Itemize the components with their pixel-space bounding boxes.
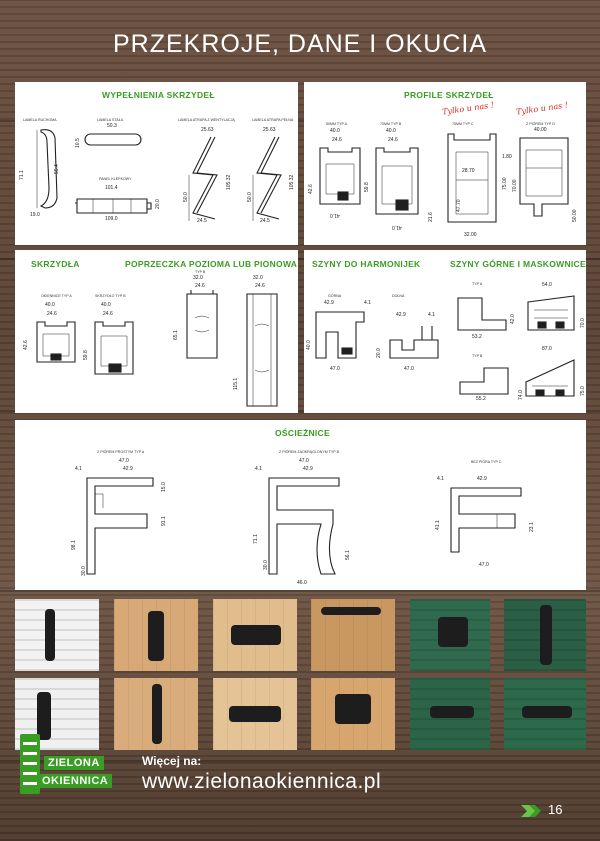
dim: 42.9 <box>477 476 487 482</box>
dim: 40.0 <box>101 302 111 308</box>
profile-typ-b <box>372 144 426 222</box>
dim: 40.0 <box>330 128 340 134</box>
promo-badge: Tylko u nas ! <box>441 100 495 117</box>
dim: 50.0 <box>183 192 189 202</box>
panel-szyny <box>304 250 586 413</box>
section-title: SZYNY GÓRNE I MASKOWNICE <box>450 259 586 269</box>
label-dolna: DOLNA <box>392 294 405 298</box>
dim: 30.0 <box>81 566 87 576</box>
profile-poprzeczka-b <box>241 290 285 410</box>
dim: 56.1 <box>345 550 351 560</box>
profile-lamela-atrapa-wentylacja <box>187 135 221 225</box>
dim: 47.0 <box>404 366 414 372</box>
dim: 24.6 <box>388 137 398 143</box>
dim: 71.1 <box>19 170 25 180</box>
more-label: Więcej na: <box>142 754 202 768</box>
hardware-piece <box>229 706 281 722</box>
section-title: OŚCIEŻNICE <box>275 428 330 438</box>
dim: 4.1 <box>437 476 444 482</box>
label-typ-b: 70MM TYP B <box>380 122 402 126</box>
dim: 47.0 <box>299 458 309 464</box>
profile-lamela-ruchoma <box>35 128 65 210</box>
hardware-piece <box>522 706 572 718</box>
dim: 40.00 <box>534 127 547 133</box>
label-lamela-stala: LAMELA STAŁA <box>97 118 124 122</box>
dim: 32.0 <box>193 275 203 281</box>
photo-hook-latch <box>15 599 99 671</box>
label-lamela-atrapa-pelna: LAMELA ATRAPA PEŁNA <box>252 118 294 122</box>
label-oscieznica-typ-c: BEZ PIÓRA TYP C <box>471 460 502 464</box>
label-oscieznica-typ-a: Z PIÓREM PROSTYM TYP A <box>97 450 145 454</box>
dim: 115.1 <box>233 377 239 390</box>
dim: 32.00 <box>464 232 477 238</box>
dim: 98.1 <box>71 540 77 550</box>
dim: 71.1 <box>253 534 259 544</box>
dim: 15.0 <box>161 482 167 492</box>
profile-lamela-stala <box>83 132 145 148</box>
page-title: PRZEKROJE, DANE I OKUCIA <box>112 30 488 58</box>
dim: 24.6 <box>332 137 342 143</box>
dim: 101.4 <box>105 185 118 191</box>
profile-okiennice-typ-a <box>33 318 83 368</box>
label-skrzydlo: SKRZYDŁO TYP B <box>95 294 126 298</box>
dim: 50.00 <box>572 209 578 222</box>
logo-shutter-icon <box>20 734 40 794</box>
label-szyna-typ-b: TYP B <box>472 354 483 358</box>
label-gorna: GÓRNA <box>328 294 342 298</box>
dim: 24.6 <box>103 311 113 317</box>
dim: 4.1 <box>428 312 435 318</box>
logo-line1: ZIELONA <box>44 756 104 770</box>
section-title: SKRZYDŁA <box>31 259 80 269</box>
dim: 23.1 <box>529 522 535 532</box>
dim: 65.1 <box>173 330 179 340</box>
dim: 28.70 <box>462 168 475 174</box>
label-lamela-atrapa-wentylacja: LAMELA ATRAPA Z WENTYLACJĄ <box>178 118 235 122</box>
dim: 42.0 <box>510 314 516 324</box>
dim: 46.0 <box>297 580 307 586</box>
dim: 47.70 <box>456 199 462 212</box>
dim: 55.2 <box>476 396 486 402</box>
profile-panel-klepkowy <box>73 193 153 217</box>
dim: 4.1 <box>255 466 262 472</box>
dim: 4.1 <box>75 466 82 472</box>
dim: 41.0 <box>330 212 340 218</box>
dim: 10.5 <box>75 138 81 148</box>
section-title: PROFILE SKRZYDEŁ <box>404 90 494 100</box>
panel-profile-skrzydel <box>304 82 586 245</box>
label-typ-a: 50MM TYP A <box>326 122 348 126</box>
dim: 24.5 <box>260 218 270 224</box>
photo-butterfly-hinge <box>213 678 297 750</box>
hardware-piece <box>321 607 381 615</box>
profile-oscieznica-typ-a <box>83 474 159 578</box>
dim: 59.8 <box>83 350 89 360</box>
dim: 109.0 <box>105 216 118 222</box>
label-typ-c: 75MM TYP C <box>452 122 474 126</box>
dim: 42.9 <box>396 312 406 318</box>
hardware-piece <box>152 684 162 744</box>
dim: 47.0 <box>119 458 129 464</box>
dim: 50.3 <box>107 123 117 129</box>
dim: 20.0 <box>155 199 161 209</box>
dim: 47.0 <box>479 562 489 568</box>
profile-szyna-gorna <box>312 308 368 364</box>
hardware-piece <box>540 605 552 665</box>
profile-poprzeczka-a <box>181 290 225 364</box>
photo-green-bolt <box>410 678 490 750</box>
panel-skrzydla <box>15 250 298 413</box>
dim: 105.32 <box>289 174 295 190</box>
profile-lamela-atrapa-pelna <box>251 135 285 225</box>
profile-oscieznica-typ-c <box>447 484 527 558</box>
dim: 25.63 <box>263 127 276 133</box>
hardware-piece <box>148 611 164 661</box>
panel-oscieznice <box>15 420 586 590</box>
section-title: SZYNY DO HARMONIJEK <box>312 259 421 269</box>
dim: 40.0 <box>45 302 55 308</box>
hardware-piece <box>45 609 55 661</box>
photo-corner-bracket <box>311 599 395 671</box>
dim: 91.1 <box>161 516 167 526</box>
dim: 42.9 <box>324 300 334 306</box>
profile-oscieznica-typ-b <box>265 474 345 578</box>
label-typ-d: Z PIÓREM TYP D <box>526 122 555 126</box>
label-poprzeczka-typ-b: TYP B <box>195 270 206 274</box>
dim: 25.63 <box>201 127 214 133</box>
promo-badge: Tylko u nas ! <box>515 100 569 117</box>
label-lamela-ruchoma: LAMELA RUCHOMA <box>23 118 57 122</box>
photo-green-hinge <box>504 599 586 671</box>
logo-line2: OKIENNICA <box>38 774 112 788</box>
page-number: 16 <box>548 802 563 817</box>
dim: 41.1 <box>435 520 441 530</box>
dim: 40.0 <box>306 340 312 350</box>
dim: 24.5 <box>197 218 207 224</box>
dim: 87.0 <box>542 346 552 352</box>
hardware-piece <box>335 694 371 724</box>
profile-typ-d <box>516 134 576 224</box>
dim: 59.8 <box>364 182 370 192</box>
dim: 42.6 <box>23 340 29 350</box>
section-title: POPRZECZKA POZIOMA LUB PIONOWA <box>125 259 298 269</box>
label-szyna-typ-a: TYP A <box>472 282 483 286</box>
website-link[interactable]: www.zielonaokiennica.pl <box>142 770 382 793</box>
dim: 42.9 <box>123 466 133 472</box>
dim: 55.4 <box>54 164 60 174</box>
dim: 32.0 <box>253 275 263 281</box>
dim: 75.00 <box>502 177 508 190</box>
photo-hinge-wood-1 <box>114 599 198 671</box>
profile-maskownica-b <box>522 354 580 402</box>
label-panel-klepkowy: PANEL KLEPKOWY <box>99 177 132 181</box>
next-arrow-icon <box>521 804 545 822</box>
profile-maskownica-a <box>524 290 580 336</box>
dim: 24.6 <box>47 311 57 317</box>
dim: 1.80 <box>502 154 512 160</box>
dim: 21.6 <box>428 212 434 222</box>
dim: 54.0 <box>542 282 552 288</box>
dim: 41.0 <box>392 224 402 230</box>
dim: 42.6 <box>308 184 314 194</box>
dim: 4.1 <box>364 300 371 306</box>
dim: 53.2 <box>472 334 482 340</box>
dim: 70.00 <box>512 179 518 192</box>
photo-hinge-wood-2 <box>213 599 297 671</box>
dim: 42.9 <box>303 466 313 472</box>
dim: 105.32 <box>226 174 232 190</box>
dim: 75.0 <box>580 386 586 396</box>
dim: 24.6 <box>195 283 205 289</box>
dim: 50.0 <box>247 192 253 202</box>
profile-skrzydlo-typ-b <box>91 318 141 380</box>
label-okiennice: OKIENNICE TYP A <box>41 294 72 298</box>
profile-typ-a <box>316 144 366 210</box>
profile-szyna-dolna <box>386 320 442 364</box>
profile-szyna-typ-b <box>454 360 514 400</box>
dim: 20.0 <box>376 348 382 358</box>
profile-typ-c <box>444 130 502 230</box>
plank-line <box>0 590 600 592</box>
photo-hand-turn-button <box>311 678 395 750</box>
hardware-piece <box>231 625 281 645</box>
hardware-piece <box>438 617 468 647</box>
section-title: WYPEŁNIENIA SKRZYDEŁ <box>102 90 215 100</box>
hardware-piece <box>430 706 474 718</box>
dim: 19.0 <box>30 212 40 218</box>
panel-wypelnienia <box>15 82 298 245</box>
photo-green-latch <box>410 599 490 671</box>
label-oscieznica-typ-b: Z PIÓREM ZAOKRĄGLONYM TYP B <box>279 450 339 454</box>
dim: 40.0 <box>386 128 396 134</box>
photo-green-strap <box>504 678 586 750</box>
profile-szyna-typ-a <box>452 290 512 336</box>
dim: 47.0 <box>330 366 340 372</box>
logo <box>20 730 130 800</box>
dim: 74.0 <box>518 390 524 400</box>
dim: 24.6 <box>255 283 265 289</box>
dim: 30.0 <box>263 560 269 570</box>
dim: 70.0 <box>580 318 586 328</box>
